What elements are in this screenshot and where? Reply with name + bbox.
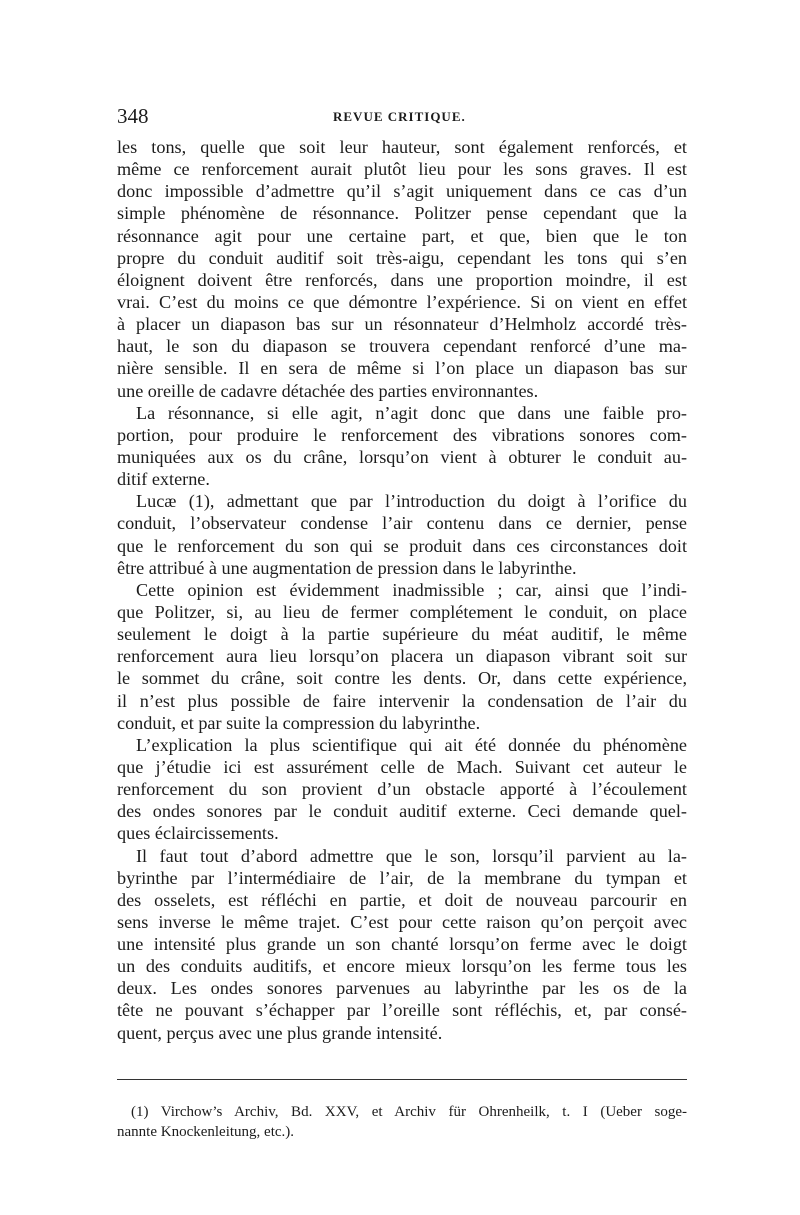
text-line: propre du conduit auditif soit très-aigu, cependant les tons qui s’en [117,247,687,268]
paragraph [117,402,687,491]
paragraph [117,734,687,845]
body-text [117,136,687,1044]
paragraph [117,845,687,1044]
text-line: le sommet du crâne, soit contre les dents. Or, dans cette expérience, [117,668,687,689]
text-line: ditif externe. [117,469,210,490]
text-line: être attribué à une augmentation de pression dans le labyrinthe. [117,557,577,578]
text-line: quent, perçus avec une plus grande intensité. [117,1022,443,1043]
text-line: éloignent doivent être renforcés, dans une proportion moindre, il est [117,269,687,290]
text-line: que le renforcement du son qui se produit dans ces circonstances doit [117,535,687,556]
text-line: seulement le doigt à la partie supérieure du méat auditif, le même [117,624,687,645]
text-line: haut, le son du diapason se trouvera cependant renforcé d’une ma- [117,336,687,357]
text-line: Lucæ (1), admettant que par l’introduction du doigt à l’orifice du [136,491,687,512]
text-line: les tons, quelle que soit leur hauteur, sont également renforcés, et [117,137,687,157]
text-line: simple phénomène de résonnance. Politzer pense cependant que la [117,203,687,224]
text-line: conduit, et par suite la compression du labyrinthe. [117,712,481,733]
text-line: deux. Les ondes sonores parvenues au labyrinthe par les os de la [117,978,687,999]
text-line: résonnance agit pour une certaine part, et que, bien que le ton [117,225,687,246]
text-line: vrai. C’est du moins ce que démontre l’expérience. Si on vient en effet [117,291,687,312]
text-line: des osselets, est réfléchi en partie, et doit de nouveau parcourir en [117,889,687,910]
footnote-line: nannte Knockenleitung, etc.). [117,1124,295,1140]
running-title: REVUE CRITIQUE. [333,109,466,124]
text-line: il n’est plus possible de faire intervenir la condensation de l’air du [117,690,687,711]
text-line: renforcement aura lieu lorsqu’on placera un diapason vibrant soit sur [117,646,687,667]
text-line: tête ne pouvant s’échapper par l’oreille sont réfléchis, et, par consé- [117,1000,687,1021]
page-header [117,104,687,130]
paragraph [117,490,687,579]
text-line: nière sensible. Il en sera de même si l’on place un diapason bas sur [117,358,687,379]
text-line: byrinthe par l’intermédiaire de l’air, de la membrane du tympan et [117,867,687,888]
text-line: sens inverse le même trajet. C’est pour cette raison qu’on perçoit avec [117,911,687,932]
text-line: donc impossible d’admettre qu’il s’agit uniquement dans ce cas d’un [117,181,687,202]
text-line: une intensité plus grande un son chanté lorsqu’on ferme avec le doigt [117,934,687,955]
text-line: ques éclaircissements. [117,823,279,844]
text-line: même ce renforcement aurait plutôt lieu pour les sons graves. Il est [117,159,687,180]
text-line: que j’étudie ici est assurément celle de Mach. Suivant cet auteur le [117,756,687,777]
text-line: une oreille de cadavre détachée des parties environnantes. [117,380,539,401]
text-line: renforcement du son provient d’un obstacle apporté à l’écoulement [117,779,687,800]
footnote-divider [117,1079,687,1080]
text-line: des ondes sonores par le conduit auditif externe. Ceci demande quel- [117,801,687,822]
text-line: à placer un diapason bas sur un résonnateur d’Helmholz accordé très- [117,314,687,335]
text-line: La résonnance, si elle agit, n’agit donc que dans une faible pro- [136,402,687,423]
text-line: L’explication la plus scientifique qui ait été donnée du phénomène [136,734,687,755]
text-line: Il faut tout d’abord admettre que le son, lorsqu’il parvient au la- [136,845,687,866]
paragraph [117,579,687,734]
text-line: Cette opinion est évidemment inadmissible ; car, ainsi que l’indi- [136,579,687,600]
footnote [117,1102,687,1142]
paragraph [117,136,687,402]
text-line: conduit, l’observateur condense l’air contenu dans ce dernier, pense [117,513,687,534]
text-line: portion, pour produire le renforcement des vibrations sonores com- [117,424,687,445]
text-line: que Politzer, si, au lieu de fermer complétement le conduit, on place [117,601,687,622]
text-line: muniquées aux os du crâne, lorsqu’on vient à obturer le conduit au- [117,446,687,467]
footnote-line: (1) Virchow’s Archiv, Bd. XXV, et Archiv für Ohrenheilk, t. I (Ueber soge- [131,1104,687,1120]
text-line: un des conduits auditifs, et encore mieux lorsqu’on les ferme tous les [117,956,687,977]
page-number: 348 [117,104,149,128]
